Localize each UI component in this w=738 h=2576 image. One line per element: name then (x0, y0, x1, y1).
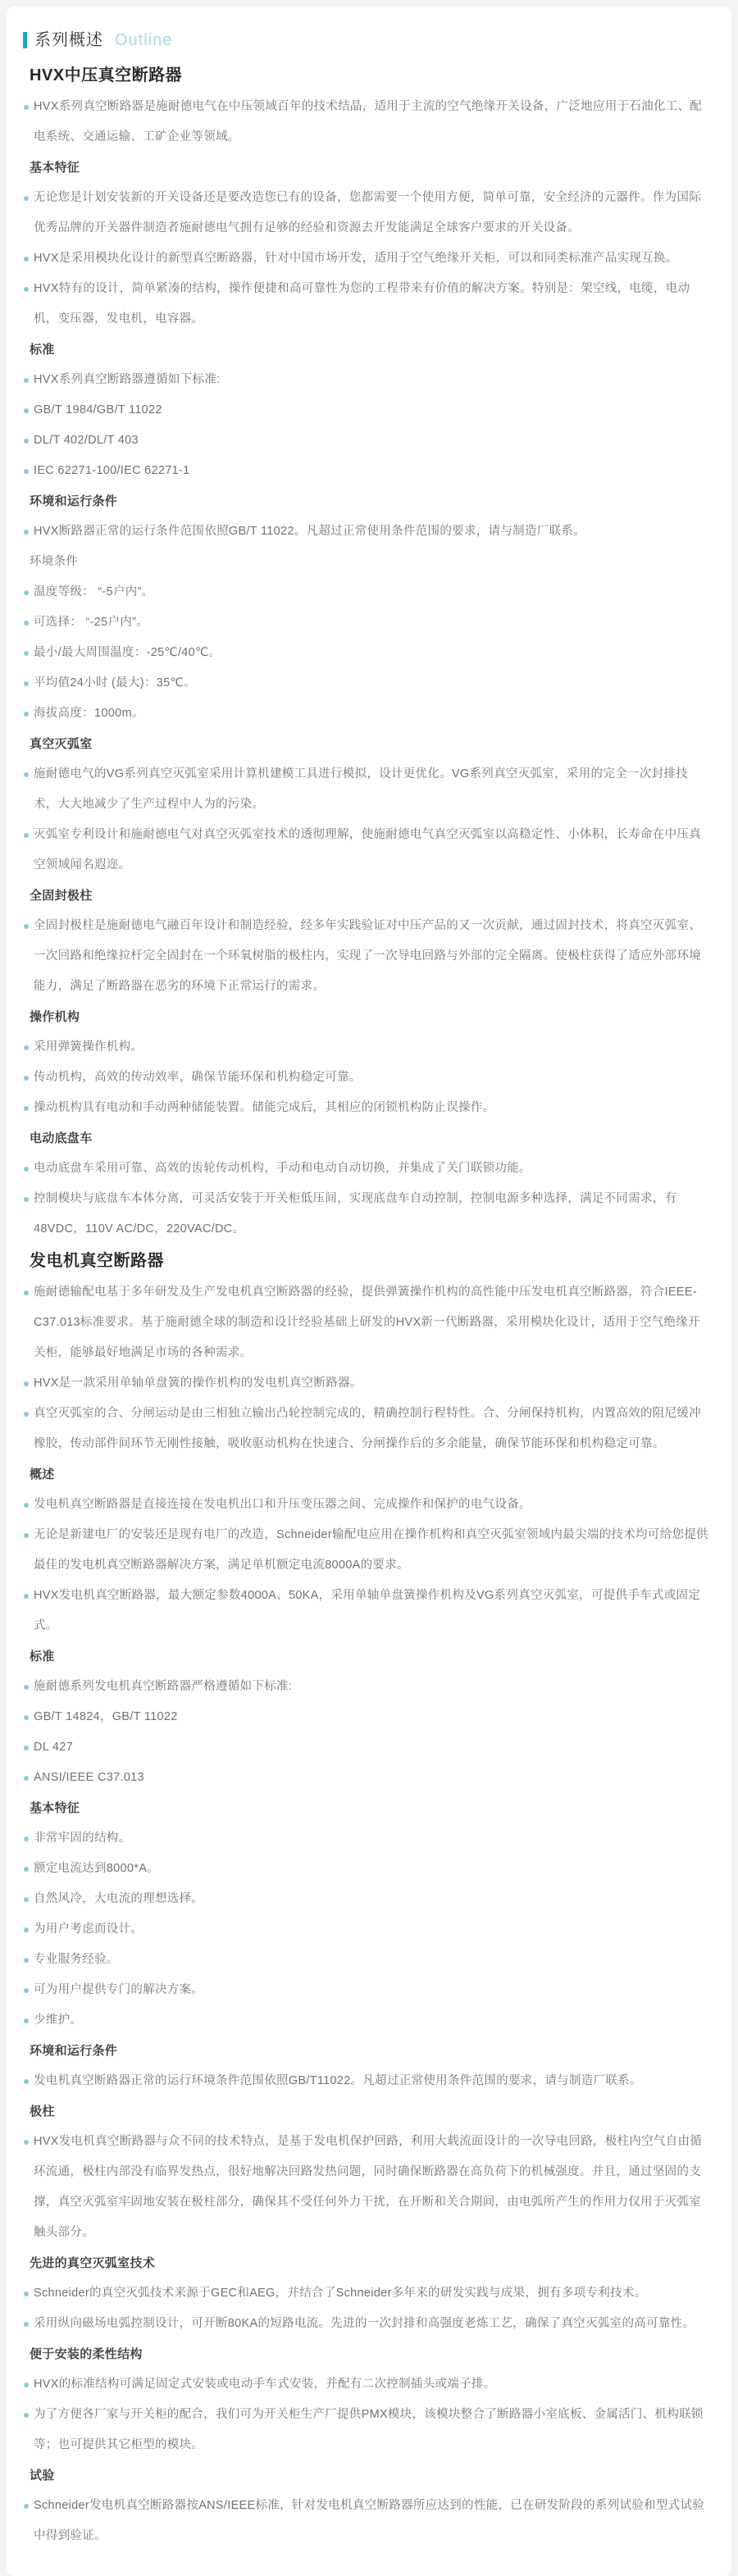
block-text: 温度等级： “-5户内”。 (34, 585, 154, 598)
block-text: 全固封极柱是施耐德电气融百年设计和制造经验，经多年实践验证对中压产品的又一次贡献，通过固封技术，将真空灭弧室、一次回路和绝缘拉杆完全固封在一个环氧树脂的极柱内，实现了一次导电回路与外部的完全隔离。使极柱获得了适应外部环境能力，满足了断路器在恶劣的环境下正常运行的需求。 (34, 919, 701, 993)
block-text: 施耐德输配电基于多年研发及生产发电机真空断路器的经验，提供弹簧操作机构的高性能中压发电机真空断路器，符合IEEE-C37.013标准要求。基于施耐德全球的制造和设计经验基础上研发的HVX新一代断路器，采用模块化设计，适用于空气绝缘开关柜，能够最好地满足市场的各种需求。 (34, 1286, 700, 1359)
bullet-item (7, 395, 731, 426)
block-text: 可选择： “-25户内”。 (34, 616, 149, 629)
block-text: 灭弧室专利设计和施耐德电气对真空灭弧室技术的透彻理解，使施耐德电气真空灭弧室以高稳定性、小体积，长寿命在中压真空领域闻名遐迩。 (34, 828, 701, 872)
block-text: 概述 (30, 1468, 55, 1481)
block-text: GB/T 14824，GB/T 11022 (34, 1710, 178, 1723)
bullet-item (7, 1945, 731, 1975)
bullet-item (7, 699, 731, 729)
bullet-item (7, 2400, 731, 2460)
sub-heading (7, 152, 731, 183)
bullet-dot-icon (24, 1381, 29, 1386)
bullet-dot-icon (24, 1045, 29, 1050)
bullet-item (7, 638, 731, 668)
block-text: GB/T 1984/GB/T 11022 (34, 403, 162, 416)
block-text: HVX是一款采用单轴单盘簧的操作机构的发电机真空断路器。 (34, 1377, 362, 1390)
bullet-dot-icon (24, 1503, 29, 1508)
bullet-dot-icon (24, 924, 29, 929)
bullet-dot-icon (24, 378, 29, 383)
section-title (7, 1245, 731, 1277)
bullet-dot-icon (24, 590, 29, 595)
bullet-dot-icon (24, 1927, 29, 1932)
sub-heading (7, 2036, 731, 2066)
bullet-dot-icon (24, 1715, 29, 1720)
block-text: 为用户考虑而设计。 (34, 1923, 144, 1936)
bullet-dot-icon (24, 2413, 29, 2418)
sub-heading (7, 2096, 731, 2127)
block-text: DL 427 (34, 1741, 74, 1754)
block-text: 施耐德系列发电机真空断路器严格遵循如下标准: (34, 1680, 293, 1693)
bullet-item (7, 759, 731, 820)
block-text: HVX特有的设计，简单紧凑的结构，操作便捷和高可靠性为您的工程带来有价值的解决方案。特别是：架空线，电缆，电动机，变压器，发电机，电容器。 (34, 282, 690, 325)
block-text: 无论是新建电厂的安装还是现有电厂的改造，Schneider输配电应用在操作机构和真空灭弧室领域内最尖端的技术均可给您提供最佳的发电机真空断路器解决方案，满足单机额定电流8000A的要求。 (34, 1528, 708, 1572)
sub-heading (7, 1123, 731, 1154)
bullet-item (7, 2066, 731, 2096)
block-text: HVX断路器正常的运行条件范围依照GB/T 11022。凡超过正常使用条件范围的要求，请与制造厂联系。 (34, 525, 585, 538)
block-text: Schneider发电机真空断路器按ANS/IEEE标准，针对发电机真空断路器所应达到的性能，已在研发阶段的系列试验和型式试验中得到验证。 (34, 2499, 705, 2542)
block-text: 全固封极柱 (30, 889, 93, 903)
bullet-item (7, 1702, 731, 1732)
bullet-item (7, 1399, 731, 1459)
bullet-dot-icon (24, 257, 29, 262)
bullet-item (7, 1884, 731, 1914)
bullet-item (7, 1520, 731, 1581)
block-text: 试验 (30, 2469, 55, 2483)
section-title-zh: 系列概述 (34, 31, 103, 49)
bullet-item (7, 2278, 731, 2309)
block-text: 发电机真空断路器正常的运行环境条件范围依照GB/T11022。凡超过正常使用条件范围的要求，请与制造厂联系。 (34, 2074, 642, 2087)
section-header (7, 28, 731, 52)
block-text: 发电机真空断路器是直接连接在发电机出口和升压变压器之间、完成操作和保护的电气设备。 (34, 1498, 531, 1511)
sub-heading (7, 1002, 731, 1032)
bullet-dot-icon (24, 621, 29, 626)
block-text: 先进的真空灭弧室技术 (30, 2256, 156, 2270)
bullet-item (7, 1490, 731, 1520)
bullet-dot-icon (24, 1076, 29, 1081)
sub-heading (7, 2460, 731, 2491)
bullet-item (7, 274, 731, 335)
bullet-dot-icon (24, 1867, 29, 1872)
bullet-item (7, 456, 731, 486)
block-text: IEC 62271-100/IEC 62271-1 (34, 464, 190, 477)
content-blocks (7, 59, 731, 2551)
block-text: 基本特征 (30, 1801, 80, 1815)
bullet-item (7, 1763, 731, 1793)
block-text: 操动机构具有电动和手动两种储能装置。储能完成后，其相应的闭锁机构防止误操作。 (34, 1101, 495, 1114)
block-text: 平均值24小时 (最大)：35℃。 (34, 676, 196, 690)
bullet-dot-icon (24, 1412, 29, 1417)
bullet-item (7, 1732, 731, 1763)
block-text: HVX的标准结构可满足固定式安装或电动手车式安装，并配有二次控制插头或端子排。 (34, 2378, 496, 2391)
bullet-dot-icon (24, 1897, 29, 1902)
bullet-item (7, 1823, 731, 1854)
block-text: 采用弹簧操作机构。 (34, 1040, 144, 1054)
bullet-item (7, 608, 731, 638)
block-text: 可为用户提供专门的解决方案。 (34, 1983, 204, 1996)
bullet-item (7, 243, 731, 274)
bullet-dot-icon (24, 2383, 29, 2387)
block-text: 采用纵向磁场电弧控制设计，可开断80KA的短路电流。先进的一次封排和高强度老炼工艺，确保了真空灭弧室的高可靠性。 (34, 2317, 695, 2330)
block-text: HVX发电机真空断路器与众不同的技术特点，是基于发电机保护回路，利用大载流面设计的一次导电回路，极柱内空气自由循环流通，极柱内部没有临界发热点，很好地解决回路发热问题，同时确保断路器在高负荷下的机械强度。并且，通过坚固的支撑，真空灭弧室牢固地安装在极柱部分，确保其不受任何外力干扰，在开断和关合期间，由电弧所产生的作用力仅用于灭弧室触头部分。 (34, 2135, 703, 2239)
section-title-en: Outline (115, 31, 173, 49)
sub-heading (7, 1793, 731, 1823)
block-text: 标准 (30, 343, 55, 357)
bullet-item (7, 426, 731, 456)
sub-heading (7, 729, 731, 759)
bullet-dot-icon (24, 1197, 29, 1202)
bullet-item (7, 2309, 731, 2339)
bullet-item (7, 668, 731, 699)
bullet-dot-icon (24, 1533, 29, 1538)
bullet-dot-icon (24, 2292, 29, 2296)
sub-heading (7, 1459, 731, 1490)
block-text: ANSI/IEEE C37.013 (34, 1771, 144, 1784)
bullet-item (7, 1032, 731, 1063)
sub-heading (7, 335, 731, 365)
bullet-dot-icon (24, 1745, 29, 1750)
block-text: HVX发电机真空断路器，最大额定参数4000A、50KA，采用单轴单盘簧操作机构及VG系列真空灭弧室，可提供手车式或固定式。 (34, 1589, 701, 1632)
bullet-item (7, 1184, 731, 1245)
bullet-item (7, 1854, 731, 1884)
bullet-item (7, 2369, 731, 2400)
sub-heading (7, 2339, 731, 2369)
block-text: 真空灭弧室 (30, 737, 93, 751)
bullet-dot-icon (24, 772, 29, 777)
section-title (7, 59, 731, 92)
bullet-dot-icon (24, 196, 29, 201)
block-text: 基本特征 (30, 161, 80, 175)
bullet-dot-icon (24, 712, 29, 717)
bullet-dot-icon (24, 1290, 29, 1295)
block-text: 极柱 (30, 2105, 55, 2119)
plain-text (7, 547, 731, 577)
bullet-item (7, 1154, 731, 1184)
bullet-dot-icon (24, 1594, 29, 1599)
accent-bar-icon (23, 32, 27, 48)
bullet-item (7, 183, 731, 243)
block-text: 最小/最大周围温度：-25℃/40℃。 (34, 646, 221, 659)
block-text: HVX是采用模块化设计的新型真空断路器，针对中国市场开发，适用于空气绝缘开关柜，可以和同类标准产品实现互换。 (34, 252, 678, 265)
block-text: 非常牢固的结构。 (34, 1832, 131, 1845)
block-text: 环境和运行条件 (30, 494, 118, 508)
block-text: 自然风冷，大电流的理想选择。 (34, 1892, 204, 1905)
bullet-item (7, 92, 731, 152)
bullet-dot-icon (24, 833, 29, 838)
bullet-dot-icon (24, 1167, 29, 1172)
bullet-item (7, 517, 731, 547)
block-text: 专业服务经验。 (34, 1953, 119, 1966)
bullet-dot-icon (24, 651, 29, 656)
block-text: 真空灭弧室的合、分闸运动是由三相独立输出凸轮控制完成的，精确控制行程特性。合、分闸保持机构，内置高效的阻尼缓冲橡胶，传动部件间环节无刚性接触，吸收驱动机构在快速合、分闸操作后的多余能量，确保节能环保和机构稳定可靠。 (34, 1407, 701, 1450)
bullet-item (7, 820, 731, 881)
bullet-dot-icon (24, 1685, 29, 1690)
bullet-item (7, 1975, 731, 2005)
block-text: 电动底盘车 (30, 1131, 93, 1145)
block-text: 传动机构，高效的传动效率，确保节能环保和机构稳定可靠。 (34, 1071, 362, 1084)
bullet-dot-icon (24, 408, 29, 413)
bullet-dot-icon (24, 681, 29, 686)
content-card (7, 7, 731, 2576)
bullet-item (7, 1672, 731, 1702)
block-text: 环境条件 (30, 555, 79, 568)
bullet-dot-icon (24, 2140, 29, 2145)
sub-heading (7, 1641, 731, 1672)
bullet-dot-icon (24, 2504, 29, 2509)
bullet-dot-icon (24, 439, 29, 444)
block-text: 环境和运行条件 (30, 2044, 118, 2058)
block-text: 便于安装的柔性结构 (30, 2347, 143, 2361)
bullet-dot-icon (24, 1958, 29, 1963)
bullet-dot-icon (24, 287, 29, 292)
block-text: 操作机构 (30, 1010, 80, 1024)
bullet-item (7, 1914, 731, 1945)
bullet-item (7, 577, 731, 608)
bullet-item (7, 1093, 731, 1123)
block-text: 控制模块与底盘车本体分离，可灵活安装于开关柜低压间，实现底盘车自动控制，控制电源多种选择，满足不同需求，有48VDC，110V AC/DC，220VAC/DC。 (34, 1192, 677, 1236)
bullet-item (7, 1277, 731, 1368)
block-text: 少维护。 (34, 2014, 83, 2027)
sub-heading (7, 881, 731, 911)
bullet-dot-icon (24, 1106, 29, 1111)
bullet-dot-icon (24, 1836, 29, 1841)
bullet-dot-icon (24, 469, 29, 474)
block-text: 为了方便各厂家与开关柜的配合，我们可为开关柜生产厂提供PMX模块，该模块整合了断路器小室底板、金属活门、机构联锁等；也可提供其它柜型的模块。 (34, 2408, 704, 2451)
bullet-dot-icon (24, 105, 29, 110)
sub-heading (7, 486, 731, 517)
bullet-dot-icon (24, 2322, 29, 2327)
block-text: HVX中压真空断路器 (30, 66, 183, 84)
block-text: 电动底盘车采用可靠、高效的齿轮传动机构，手动和电动自动切换，并集成了关门联锁功能。 (34, 1162, 531, 1175)
block-text: DL/T 402/DL/T 403 (34, 434, 139, 447)
block-text: 标准 (30, 1650, 55, 1663)
bullet-dot-icon (24, 1776, 29, 1781)
block-text: HVX系列真空断路器是施耐德电气在中压领域百年的技术结晶，适用于主流的空气绝缘开关设备，广泛地应用于石油化工、配电系统、交通运输、工矿企业等领域。 (34, 100, 703, 143)
block-text: 发电机真空断路器 (30, 1252, 164, 1270)
bullet-dot-icon (24, 2018, 29, 2023)
bullet-item (7, 2005, 731, 2036)
bullet-item (7, 911, 731, 1002)
block-text: 海拔高度：1000m。 (34, 707, 144, 720)
sub-heading (7, 2248, 731, 2278)
block-text: 施耐德电气的VG系列真空灭弧室采用计算机建模工具进行模拟，设计更优化。VG系列真空灭弧室，采用的完全一次封排技术，大大地减少了生产过程中人为的污染。 (34, 767, 688, 811)
bullet-dot-icon (24, 2079, 29, 2084)
bullet-dot-icon (24, 530, 29, 535)
bullet-item (7, 2491, 731, 2551)
bullet-dot-icon (24, 1988, 29, 1993)
bullet-item (7, 1063, 731, 1093)
bullet-item (7, 1368, 731, 1399)
bullet-item (7, 2127, 731, 2248)
bullet-item (7, 1581, 731, 1641)
block-text: HVX系列真空断路器遵循如下标准: (34, 373, 221, 386)
block-text: 额定电流达到8000*A。 (34, 1862, 159, 1875)
block-text: 无论您是计划安装新的开关设备还是要改造您已有的设备，您都需要一个使用方便，简单可靠，安全经济的元器件。作为国际优秀品牌的开关器件制造者施耐德电气拥有足够的经验和资源去开发能满足全球客户要求的开关设备。 (34, 191, 701, 234)
bullet-item (7, 365, 731, 395)
block-text: Schneider的真空灭弧技术来源于GEC和AEG，并结合了Schneider多年来的研发实践与成果，拥有多项专利技术。 (34, 2287, 647, 2300)
